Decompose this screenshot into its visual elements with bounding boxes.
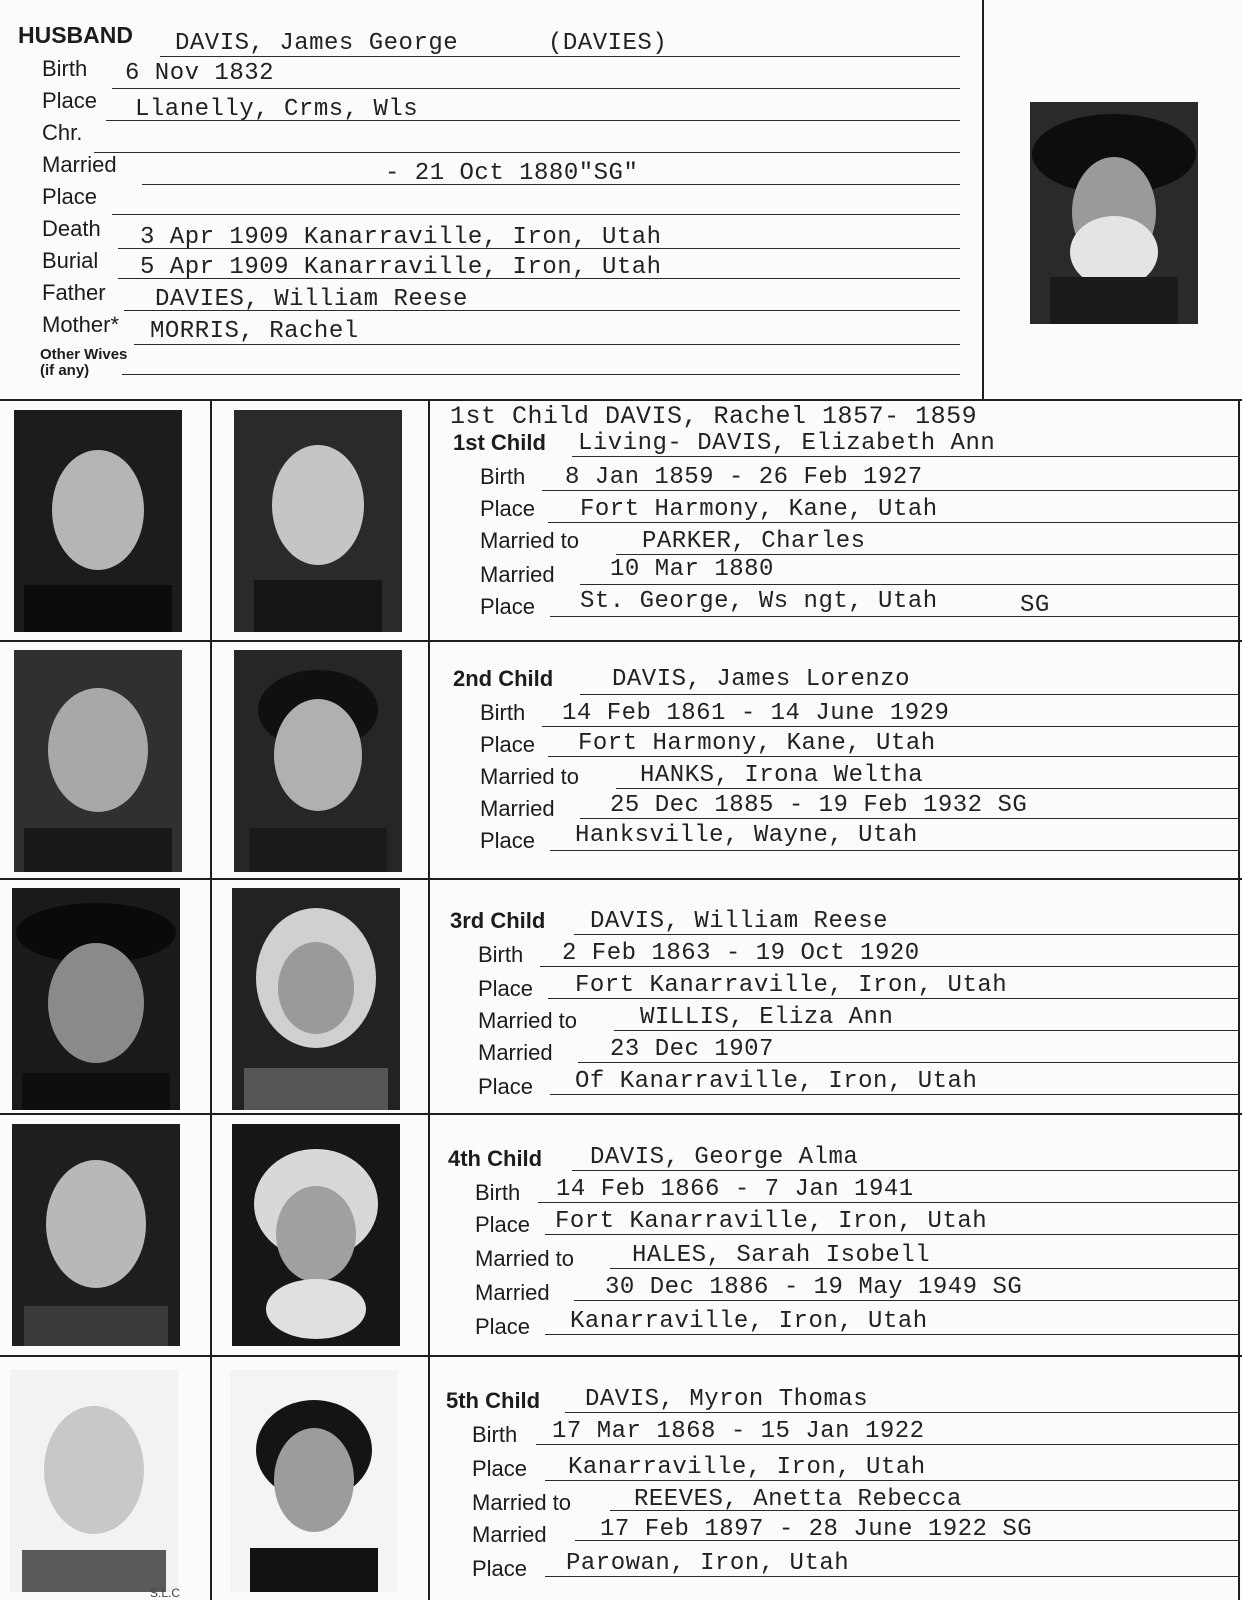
child-3-name: DAVIS, William Reese [590,908,889,935]
child-5-label: 5th Child [446,1388,541,1413]
child-3-spouse-portrait-image [232,888,400,1110]
husband-other-wives-rule [122,374,960,375]
child-2-name-rule [580,694,1240,695]
husband-death-rule [118,248,960,249]
husband-birth-label: Birth [42,56,88,81]
husband-other-wives-label: Other Wives [40,346,128,363]
husband-heading: HUSBAND [18,22,133,48]
child-2-spouse-portrait [234,650,402,872]
row-divider-1 [0,640,1242,642]
child-4-birth-rule [538,1202,1240,1203]
child-4-birth-label: Birth [475,1180,521,1205]
child-3-married-to-rule [614,1030,1240,1031]
child-3-married-label: Married [478,1040,553,1065]
child-5-place: Kanarraville, Iron, Utah [568,1454,926,1481]
child-1-birth-label: Birth [480,464,526,489]
child-4-birth: 14 Feb 1866 - 7 Jan 1941 [556,1176,914,1203]
child-3-portrait [12,888,180,1110]
child-5-place-rule [545,1480,1240,1481]
child-5-married-label: Married [472,1522,547,1547]
child-2-spouse-portrait-image [234,650,402,872]
child-3-place-rule [548,998,1240,999]
child-1-married-label: Married [480,562,555,587]
husband-chr-label: Chr. [42,120,83,145]
husband-father-rule [124,310,960,311]
husband-birth-rule [112,88,960,89]
child-1-name-rule [572,456,1240,457]
child-4-spouse-portrait [232,1124,400,1346]
child-3-married: 23 Dec 1907 [610,1036,774,1063]
husband-name-rule [160,56,960,57]
husband-portrait-image [1030,102,1198,324]
child-4-place-rule [545,1234,1240,1235]
child-1-preline: 1st Child DAVIS, Rachel 1857- 1859 [450,402,978,431]
husband-mother-label: Mother* [42,312,120,337]
child-3-name-rule [574,934,1240,935]
child-4-portrait-image [12,1124,180,1346]
child-1-married-to: PARKER, Charles [642,528,866,555]
child-5-married-place: Parowan, Iron, Utah [566,1550,850,1577]
child-4-married: 30 Dec 1886 - 19 May 1949 SG [605,1274,1023,1301]
husband-place-rule [106,120,960,121]
child-5-married-place-label: Place [472,1556,528,1581]
husband-burial-rule [118,278,960,279]
child-5-name: DAVIS, Myron Thomas [585,1386,869,1413]
husband-death: 3 Apr 1909 Kanarraville, Iron, Utah [140,224,662,251]
child-2-married-place-label: Place [480,828,536,853]
child-3-birth-label: Birth [478,942,524,967]
husband-married: - 21 Oct 1880"SG" [385,160,639,187]
child-1-portrait-image [14,410,182,632]
child-2-portrait [14,650,182,872]
child-1-birth: 8 Jan 1859 - 26 Feb 1927 [565,464,923,491]
child-3-married-to: WILLIS, Eliza Ann [640,1004,894,1031]
child-5-spouse-portrait [230,1370,398,1592]
child-1-label: 1st Child [453,430,546,455]
child-2-married-place: Hanksville, Wayne, Utah [575,822,918,849]
husband-if-any-label: (if any) [40,362,90,379]
footer-stamp: S.L.C [150,1586,181,1600]
husband-married-place-label: Place [42,184,98,209]
child-2-birth: 14 Feb 1861 - 14 June 1929 [562,700,950,727]
section-divider-top [0,399,1242,401]
child-3-place-label: Place [478,976,534,1001]
child-3-married-rule [578,1062,1240,1063]
child-3-married-place-rule [550,1094,1240,1095]
husband-married-rule [142,184,960,185]
child-4-married-to-rule [610,1268,1240,1269]
child-4-place: Fort Kanarraville, Iron, Utah [555,1208,988,1235]
child-5-married-to-label: Married to [472,1490,572,1515]
child-5-name-rule [565,1412,1240,1413]
husband-alt-name: (DAVIES) [548,30,668,57]
child-2-married: 25 Dec 1885 - 19 Feb 1932 SG [610,792,1028,819]
child-1-spouse-portrait-image [234,410,402,632]
husband-father: DAVIES, William Reese [155,286,468,313]
child-1-portrait [14,410,182,632]
child-4-portrait [12,1124,180,1346]
child-1-married-rule [580,584,1240,585]
row-divider-2 [0,878,1242,880]
child-3-married-to-label: Married to [478,1008,578,1033]
child-5-birth-label: Birth [472,1422,518,1447]
husband-death-label: Death [42,216,101,241]
child-2-place-rule [548,756,1240,757]
child-2-label: 2nd Child [453,666,554,691]
child-3-birth: 2 Feb 1863 - 19 Oct 1920 [562,940,920,967]
child-3-married-place: Of Kanarraville, Iron, Utah [575,1068,978,1095]
child-1-married-to-rule [616,554,1240,555]
child-1-name: Living- DAVIS, Elizabeth Ann [578,430,996,457]
child-2-married-to: HANKS, Irona Weltha [640,762,924,789]
husband-frame-right [982,0,984,400]
child-4-married-place-label: Place [475,1314,531,1339]
child-5-portrait [10,1370,178,1592]
child-5-married-to-rule [610,1510,1240,1511]
husband-chr-rule [94,152,960,153]
row-divider-3 [0,1113,1242,1115]
child-3-spouse-portrait [232,888,400,1110]
child-2-name: DAVIS, James Lorenzo [612,666,911,693]
photo-column-divider [210,400,212,1600]
child-3-place: Fort Kanarraville, Iron, Utah [575,972,1008,999]
child-2-married-label: Married [480,796,555,821]
child-5-portrait-image [10,1370,178,1592]
husband-name: DAVIS, James George [175,30,459,57]
child-1-place: Fort Harmony, Kane, Utah [580,496,938,523]
details-column-divider [428,400,430,1600]
child-3-married-place-label: Place [478,1074,534,1099]
child-5-birth: 17 Mar 1868 - 15 Jan 1922 [552,1418,925,1445]
child-2-place: Fort Harmony, Kane, Utah [578,730,936,757]
child-2-place-label: Place [480,732,536,757]
child-4-married-to-label: Married to [475,1246,575,1271]
child-3-label: 3rd Child [450,908,546,933]
child-1-married-place: St. George, Ws ngt, Utah [580,588,938,615]
husband-burial-label: Burial [42,248,99,273]
child-3-birth-rule [540,966,1240,967]
child-4-married-place: Kanarraville, Iron, Utah [570,1308,928,1335]
child-4-place-label: Place [475,1212,531,1237]
husband-place-label: Place [42,88,98,113]
husband-place: Llanelly, Crms, Wls [135,96,419,123]
child-5-married: 17 Feb 1897 - 28 June 1922 SG [600,1516,1033,1543]
child-5-spouse-portrait-image [230,1370,398,1592]
husband-mother: MORRIS, Rachel [150,318,359,345]
child-2-married-to-label: Married to [480,764,580,789]
child-2-married-rule [580,818,1240,819]
husband-married-label: Married [42,152,117,177]
child-4-married-place-rule [545,1334,1240,1335]
child-1-married-place-note: SG [1020,592,1050,619]
details-frame-right [1238,400,1240,1600]
child-4-name-rule [572,1170,1240,1171]
child-1-married-place-label: Place [480,594,536,619]
husband-portrait [1030,102,1198,324]
child-1-married-place-rule [550,616,1240,617]
child-1-birth-rule [542,490,1240,491]
child-4-spouse-portrait-image [232,1124,400,1346]
row-divider-4 [0,1355,1242,1357]
child-4-name: DAVIS, George Alma [590,1144,859,1171]
husband-married-place-rule [112,214,960,215]
child-5-married-to: REEVES, Anetta Rebecca [634,1486,962,1513]
child-2-birth-rule [542,726,1240,727]
child-4-label: 4th Child [448,1146,543,1171]
child-3-portrait-image [12,888,180,1110]
child-4-married-label: Married [475,1280,550,1305]
child-5-birth-rule [536,1444,1240,1445]
child-2-birth-label: Birth [480,700,526,725]
husband-birth: 6 Nov 1832 [125,60,275,87]
child-1-place-label: Place [480,496,536,521]
child-2-portrait-image [14,650,182,872]
husband-father-label: Father [42,280,106,305]
child-5-married-place-rule [545,1576,1240,1577]
child-2-married-to-rule [616,788,1240,789]
husband-burial: 5 Apr 1909 Kanarraville, Iron, Utah [140,254,662,281]
husband-mother-rule [134,344,960,345]
child-1-married-to-label: Married to [480,528,580,553]
child-1-place-rule [548,522,1240,523]
child-1-spouse-portrait [234,410,402,632]
child-5-married-rule [575,1540,1240,1541]
child-1-married: 10 Mar 1880 [610,556,774,583]
child-4-married-rule [574,1300,1240,1301]
child-2-married-place-rule [550,850,1240,851]
child-4-married-to: HALES, Sarah Isobell [632,1242,931,1269]
child-5-place-label: Place [472,1456,528,1481]
